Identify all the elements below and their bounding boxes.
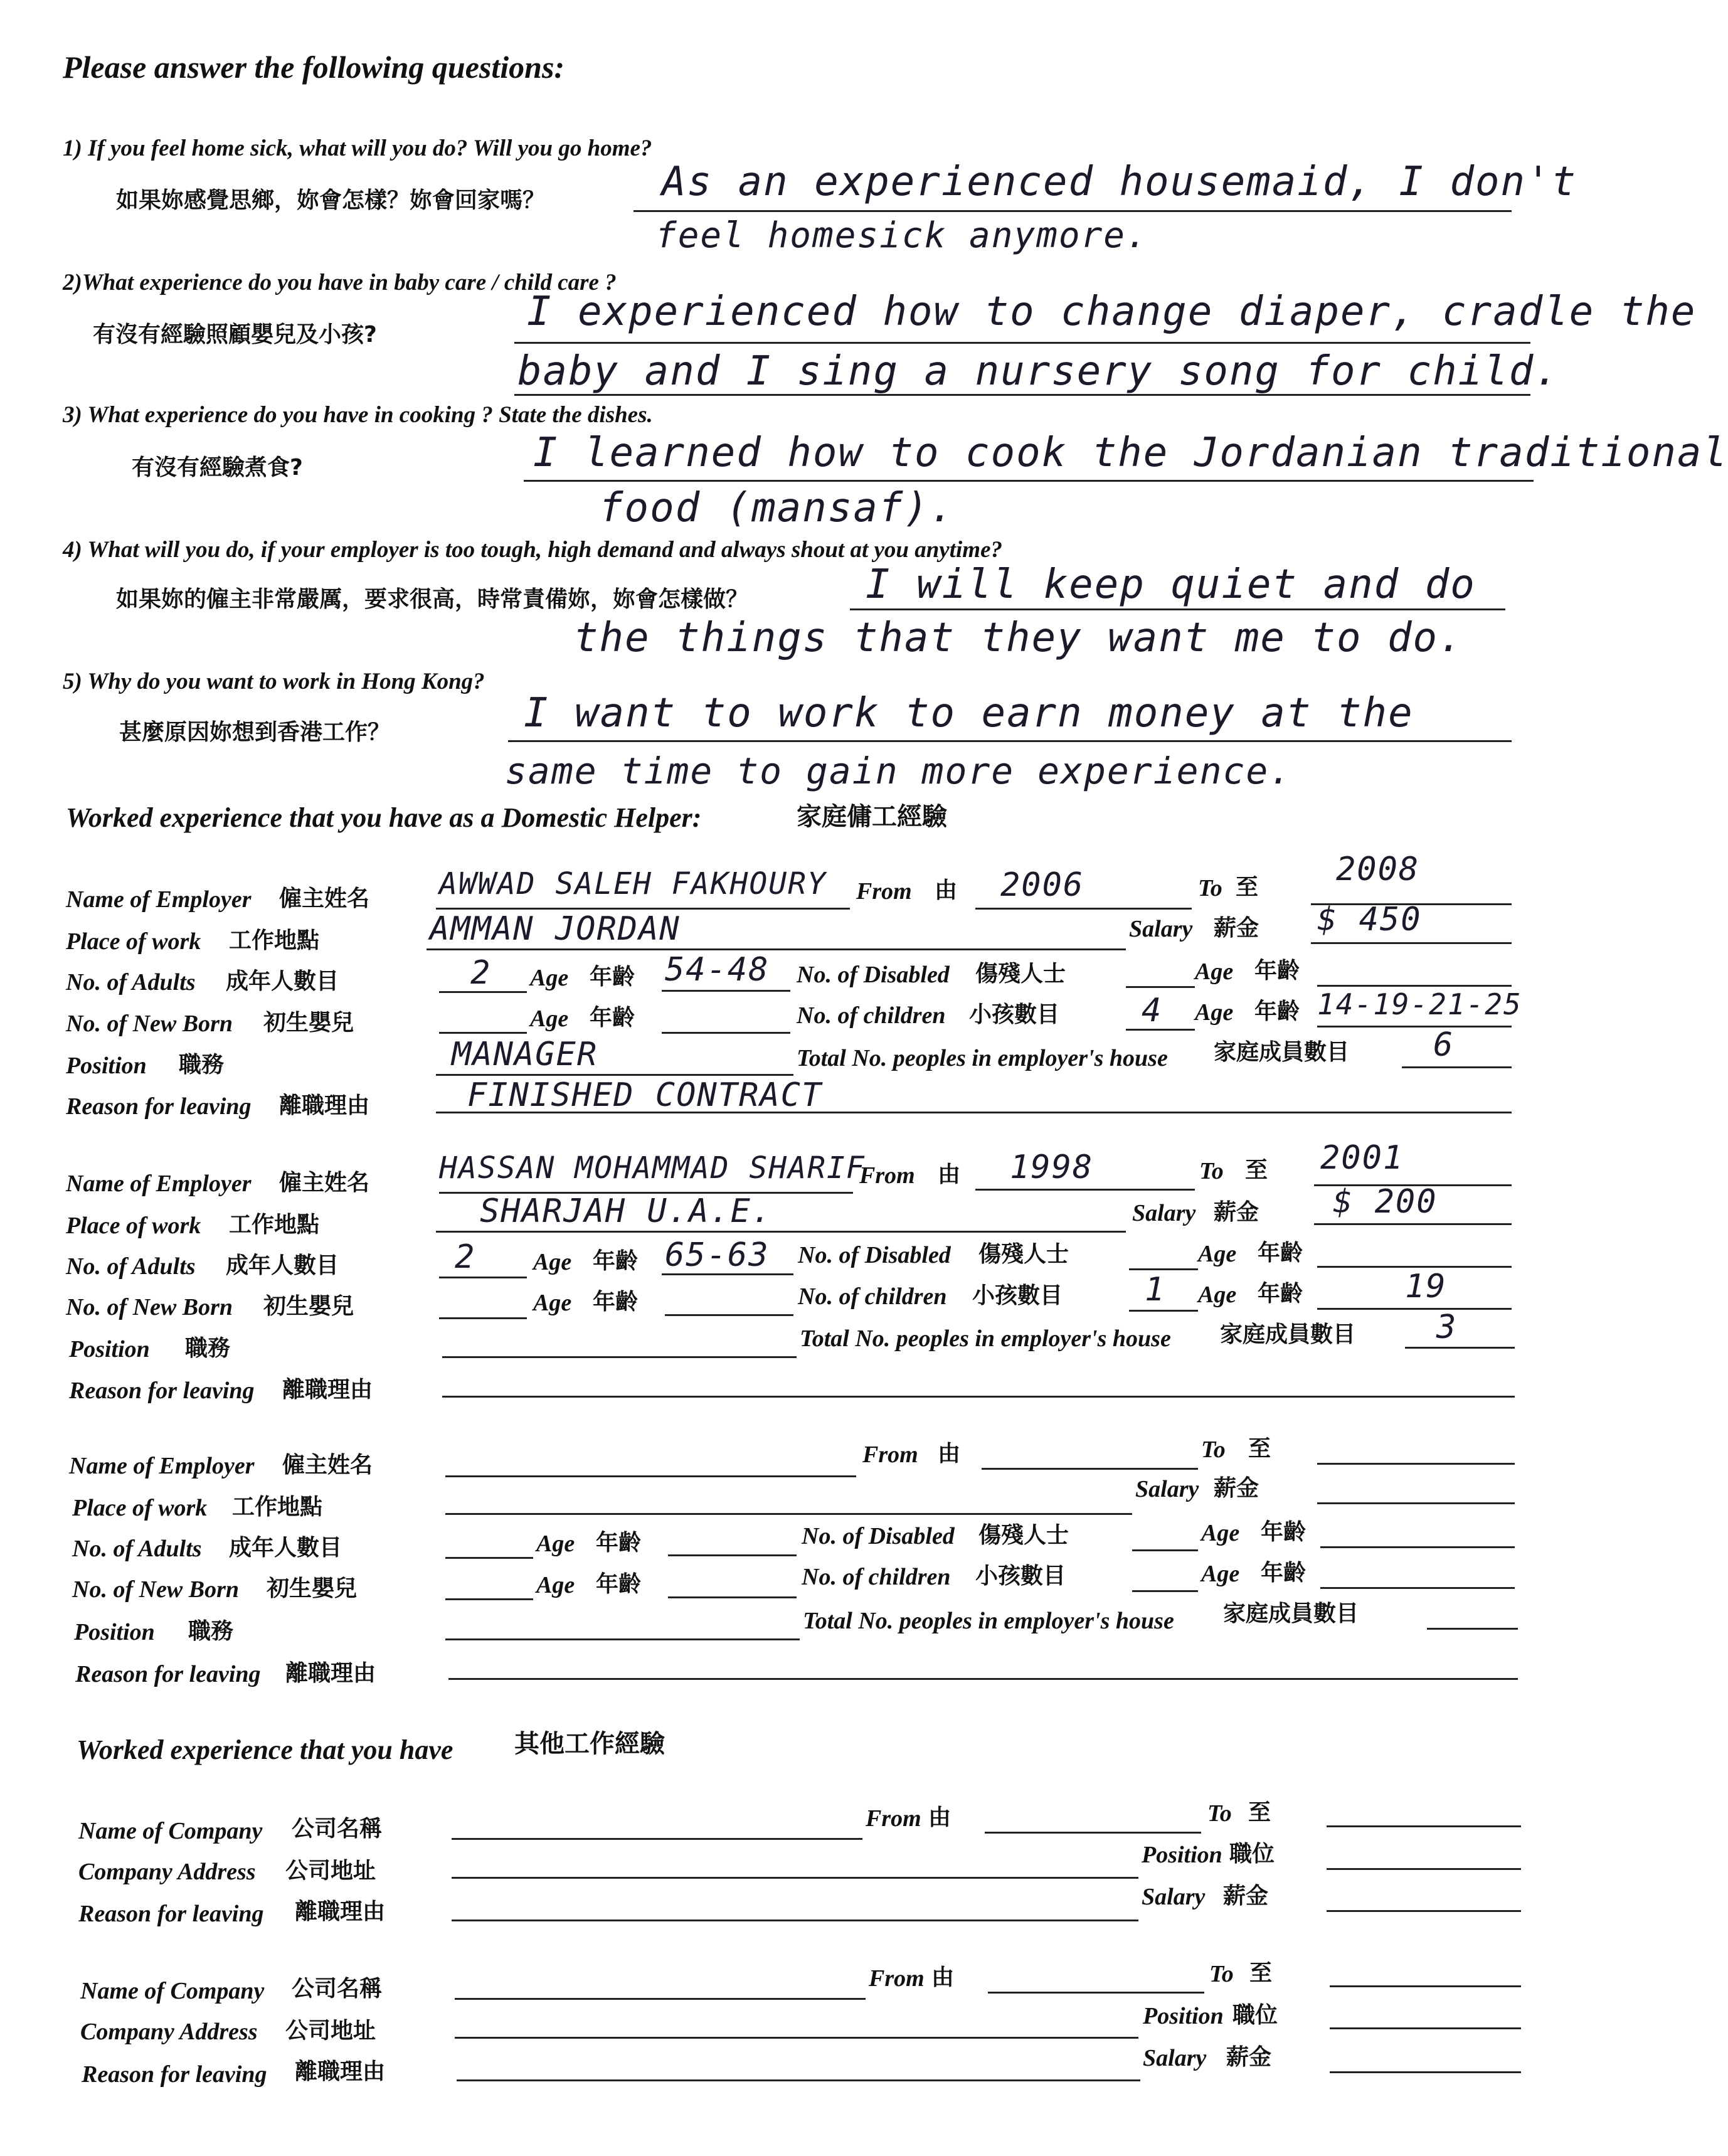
adults-age-label-zh: 年齡: [593, 1248, 639, 1274]
salary-label-zh: 薪金: [1214, 1475, 1259, 1501]
salary-line[interactable]: [1317, 1502, 1515, 1504]
disabled-label: No. of Disabled: [797, 962, 950, 988]
adults-age-value[interactable]: 54-48: [665, 951, 770, 989]
company-address-line[interactable]: [452, 1877, 1138, 1879]
salary-label: Salary: [1132, 1200, 1196, 1226]
employer-name-label-zh: 僱主姓名: [279, 1170, 370, 1196]
from-label: From: [862, 1442, 918, 1468]
from-line[interactable]: [988, 1992, 1204, 1994]
reason-label: Reason for leaving: [78, 1901, 264, 1927]
newborn-label-zh: 初生嬰兒: [267, 1576, 358, 1601]
total-label: Total No. peoples in employer's house: [800, 1325, 1171, 1352]
total-value[interactable]: 3: [1436, 1309, 1458, 1346]
company-name-label-zh: 公司名稱: [292, 1816, 383, 1842]
question-1-zh: 如果妳感覺思鄉，妳會怎樣？妳會回家嗎？: [116, 188, 546, 213]
children-age-value[interactable]: 19: [1405, 1268, 1447, 1305]
position-label: Position: [69, 1336, 150, 1362]
from-label-zh: 由: [938, 1162, 961, 1187]
reason-line[interactable]: [457, 2079, 1140, 2081]
children-age-value[interactable]: 14-19-21-25: [1317, 987, 1522, 1021]
company-name-label: Name of Company: [78, 1818, 263, 1844]
position-label: Position: [66, 1053, 147, 1079]
place-line: [436, 1231, 1126, 1233]
question-4-answer-2[interactable]: the things that they want me to do.: [574, 615, 1464, 661]
newborn-line[interactable]: [445, 1598, 533, 1600]
adults-age-label-zh: 年齡: [596, 1530, 642, 1556]
disabled-label: No. of Disabled: [798, 1242, 951, 1268]
newborn-label-zh: 初生嬰兒: [263, 1293, 354, 1319]
question-1-answer-line-1: [633, 210, 1512, 212]
question-2-answer-2[interactable]: baby and I sing a nursery song for child.: [517, 348, 1560, 395]
adults-age-label: Age: [533, 1249, 572, 1275]
children-label-zh: 小孩數目: [969, 1002, 1060, 1028]
newborn-age-label: Age: [530, 1006, 569, 1032]
total-label: Total No. peoples in employer's house: [797, 1045, 1168, 1071]
from-line: [975, 908, 1192, 910]
children-age-line: [1317, 1026, 1512, 1028]
to-label-zh: 至: [1248, 1800, 1271, 1825]
from-label: From: [856, 878, 912, 905]
salary-label: Salary: [1143, 2045, 1207, 2071]
adults-age-label: Age: [536, 1531, 575, 1557]
place-value[interactable]: AMMAN JORDAN: [430, 910, 681, 948]
place-label: Place of work: [72, 1495, 208, 1521]
newborn-line: [439, 1032, 527, 1034]
position-line[interactable]: [1327, 1868, 1521, 1870]
adults-label: No. of Adults: [72, 1536, 202, 1562]
to-label: To: [1199, 1158, 1224, 1184]
disabled-age-label-zh: 年齡: [1254, 958, 1300, 984]
to-value[interactable]: 2008: [1336, 851, 1420, 888]
disabled-age-label: Age: [1201, 1520, 1240, 1546]
adults-value[interactable]: 2: [455, 1238, 476, 1276]
employer-name-label: Name of Employer: [66, 886, 252, 913]
employer-name-value[interactable]: HASSAN MOHAMMAD SHARIF: [439, 1150, 866, 1186]
children-line[interactable]: [1132, 1590, 1198, 1592]
reason-line[interactable]: [452, 1920, 1138, 1921]
question-5-zh: 甚麼原因妳想到香港工作？: [119, 720, 391, 745]
question-2-zh: 有沒有經驗照顧嬰兒及小孩?: [93, 322, 377, 348]
newborn-label: No. of New Born: [72, 1576, 240, 1603]
place-label: Place of work: [66, 928, 201, 955]
employer-name-value[interactable]: AWWAD SALEH FAKHOURY: [439, 866, 827, 901]
total-label-zh: 家庭成員數目: [1214, 1039, 1350, 1065]
position-label-zh: 職務: [188, 1618, 234, 1644]
disabled-age-label-zh: 年齡: [1261, 1519, 1307, 1545]
question-2-en: 2)What experience do you have in baby care / child care ?: [63, 270, 617, 295]
question-1-en: 1) If you feel home sick, what will you do? Will you go home?: [63, 135, 652, 161]
place-label: Place of work: [66, 1213, 201, 1239]
disabled-age-label: Age: [1198, 1241, 1237, 1267]
newborn-age-line[interactable]: [668, 1596, 797, 1598]
question-4-answer-line-1: [850, 608, 1505, 610]
newborn-age-label-zh: 年齡: [596, 1571, 642, 1597]
adults-label-zh: 成年人數目: [229, 1535, 342, 1561]
from-label-zh: 由: [931, 1965, 955, 1990]
page-heading: Please answer the following questions:: [63, 50, 565, 85]
question-3-zh: 有沒有經驗煮食?: [132, 455, 303, 481]
to-label: To: [1207, 1800, 1232, 1827]
disabled-line[interactable]: [1132, 1549, 1198, 1551]
adults-age-label-zh: 年齡: [590, 964, 635, 990]
company-name-label-zh: 公司名稱: [292, 1976, 383, 2002]
position-label: Position: [1142, 1842, 1222, 1868]
disabled-line: [1129, 1268, 1198, 1270]
other-section-title-zh: 其他工作經驗: [514, 1729, 665, 1758]
children-label: No. of children: [797, 1002, 946, 1029]
salary-label-zh: 薪金: [1226, 2044, 1272, 2070]
to-label: To: [1198, 875, 1222, 901]
to-label-zh: 至: [1248, 1436, 1271, 1462]
disabled-line: [1126, 986, 1195, 988]
salary-label: Salary: [1135, 1476, 1199, 1502]
children-age-label-zh: 年齡: [1254, 999, 1300, 1024]
question-4-answer-1[interactable]: I will keep quiet and do: [866, 561, 1476, 608]
from-value[interactable]: 2006: [1000, 866, 1084, 904]
question-3-en: 3) What experience do you have in cooking ? State the dishes.: [63, 402, 653, 428]
company-name-line[interactable]: [455, 1998, 866, 2000]
employer-name-line: [436, 908, 850, 910]
company-name-line[interactable]: [452, 1838, 862, 1840]
to-label-zh: 至: [1236, 874, 1259, 900]
children-age-line: [1317, 1308, 1512, 1310]
total-label: Total No. peoples in employer's house: [803, 1608, 1174, 1634]
question-5-answer-1[interactable]: I want to work to earn money at the: [524, 690, 1414, 736]
total-line: [1402, 1066, 1512, 1068]
place-value[interactable]: SHARJAH U.A.E.: [480, 1192, 773, 1230]
children-value[interactable]: 4: [1142, 992, 1163, 1029]
question-1-answer-1[interactable]: As an experienced housemaid, I don't: [662, 159, 1577, 205]
position-line: [436, 1074, 793, 1076]
disabled-age-label: Age: [1195, 959, 1234, 985]
adults-line[interactable]: [445, 1557, 533, 1559]
adults-line: [439, 1277, 527, 1278]
to-line[interactable]: [1317, 1463, 1515, 1465]
reason-label-zh: 離職理由: [285, 1660, 376, 1686]
question-5-en: 5) Why do you want to work in Hong Kong?: [63, 669, 485, 694]
company-address-label-zh: 公司地址: [285, 1858, 376, 1884]
newborn-age-label: Age: [536, 1572, 575, 1598]
reason-label: Reason for leaving: [66, 1093, 252, 1120]
reason-label-zh: 離職理由: [295, 2059, 386, 2084]
reason-label-zh: 離職理由: [279, 1093, 370, 1118]
from-line[interactable]: [985, 1832, 1201, 1834]
place-line[interactable]: [445, 1513, 1132, 1515]
adults-label-zh: 成年人數目: [226, 1253, 339, 1278]
position-line: [442, 1356, 797, 1358]
salary-line[interactable]: [1327, 1910, 1521, 1912]
question-4-en: 4) What will you do, if your employer is too tough, high demand and always shout at you anytime?: [63, 537, 1002, 563]
company-address-label: Company Address: [78, 1859, 256, 1885]
question-4-zh: 如果妳的僱主非常嚴厲，要求很高，時常責備妳，妳會怎樣做？: [116, 587, 749, 612]
children-age-label: Age: [1195, 999, 1234, 1026]
salary-line: [1311, 942, 1512, 944]
question-1-answer-2[interactable]: feel homesick anymore.: [655, 215, 1148, 256]
company-address-label-zh: 公司地址: [285, 2018, 376, 2044]
total-line[interactable]: [1427, 1628, 1518, 1630]
newborn-label: No. of New Born: [66, 1011, 233, 1037]
adults-age-label: Age: [530, 965, 569, 991]
position-label: Position: [1143, 2003, 1224, 2029]
to-label: To: [1209, 1961, 1234, 1987]
salary-line: [1314, 1223, 1512, 1225]
total-label-zh: 家庭成員數目: [1223, 1601, 1359, 1627]
position-label-zh: 職位: [1232, 2002, 1278, 2028]
reason-value[interactable]: FINISHED CONTRACT: [467, 1076, 823, 1114]
reason-line[interactable]: [448, 1678, 1518, 1680]
position-label-zh: 職位: [1229, 1841, 1275, 1867]
reason-label: Reason for leaving: [69, 1378, 255, 1404]
children-label-zh: 小孩數目: [972, 1283, 1063, 1309]
salary-value[interactable]: $ 200: [1333, 1183, 1438, 1221]
position-value[interactable]: MANAGER: [452, 1036, 598, 1073]
to-line[interactable]: [1330, 1985, 1521, 1987]
employer-name-label-zh: 僱主姓名: [279, 886, 370, 911]
children-age-label-zh: 年齡: [1261, 1560, 1307, 1586]
disabled-age-label-zh: 年齡: [1258, 1240, 1303, 1266]
total-value[interactable]: 6: [1433, 1026, 1455, 1064]
employer-name-label: Name of Employer: [69, 1453, 255, 1479]
children-age-label-zh: 年齡: [1258, 1281, 1303, 1307]
salary-label-zh: 薪金: [1223, 1883, 1269, 1909]
adults-label-zh: 成年人數目: [226, 969, 339, 994]
children-label: No. of children: [802, 1564, 951, 1590]
salary-label-zh: 薪金: [1214, 1199, 1259, 1225]
reason-label: Reason for leaving: [82, 2061, 267, 2088]
children-age-line[interactable]: [1320, 1587, 1515, 1589]
from-value[interactable]: 1998: [1010, 1149, 1094, 1186]
to-label: To: [1201, 1436, 1226, 1463]
dh-section-title: Worked experience that you have as a Domestic Helper:: [66, 802, 702, 833]
newborn-age-label-zh: 年齡: [593, 1289, 639, 1315]
from-label: From: [859, 1162, 915, 1189]
children-line: [1129, 1310, 1198, 1312]
to-label-zh: 至: [1249, 1960, 1273, 1986]
question-3-answer-line-1: [524, 480, 1534, 482]
adults-age-line[interactable]: [668, 1554, 797, 1556]
reason-label-zh: 離職理由: [295, 1899, 386, 1925]
question-2-answer-line-1: [514, 342, 1530, 344]
place-line: [427, 948, 1126, 950]
disabled-label-zh: 傷殘人士: [978, 1241, 1069, 1267]
from-label-zh: 由: [938, 1441, 961, 1467]
adults-value[interactable]: 2: [470, 954, 492, 992]
adults-label: No. of Adults: [66, 1253, 196, 1280]
company-name-label: Name of Company: [80, 1978, 265, 2004]
salary-value[interactable]: $ 450: [1317, 901, 1422, 938]
total-label-zh: 家庭成員數目: [1220, 1322, 1356, 1347]
question-2-answer-1[interactable]: I experienced how to change diaper, cradle the: [527, 289, 1697, 335]
adults-label: No. of Adults: [66, 969, 196, 996]
disabled-age-line: [1317, 985, 1512, 987]
question-5-answer-line-1: [508, 740, 1512, 742]
position-label: Position: [74, 1619, 155, 1645]
employer-name-label: Name of Employer: [66, 1171, 252, 1197]
children-label-zh: 小孩數目: [975, 1563, 1066, 1589]
newborn-age-label-zh: 年齡: [590, 1005, 635, 1031]
to-line[interactable]: [1327, 1825, 1521, 1827]
position-label-zh: 職務: [179, 1052, 225, 1078]
disabled-label-zh: 傷殘人士: [978, 1522, 1069, 1548]
reason-label-zh: 離職理由: [282, 1377, 373, 1403]
children-value[interactable]: 1: [1145, 1271, 1166, 1309]
disabled-age-line[interactable]: [1320, 1546, 1515, 1548]
from-label: From: [869, 1965, 925, 1992]
salary-label-zh: 薪金: [1214, 915, 1259, 941]
children-age-label: Age: [1198, 1282, 1237, 1308]
position-label-zh: 職務: [185, 1336, 231, 1361]
newborn-line: [439, 1317, 527, 1319]
adults-age-value[interactable]: 65-63: [665, 1236, 770, 1274]
newborn-age-line: [665, 1314, 793, 1316]
total-line: [1405, 1347, 1515, 1349]
place-label-zh: 工作地點: [229, 1212, 320, 1238]
company-address-label: Company Address: [80, 2019, 258, 2045]
question-5-answer-2[interactable]: same time to gain more experience.: [505, 750, 1293, 792]
position-line[interactable]: [445, 1638, 800, 1640]
children-age-label: Age: [1201, 1561, 1240, 1587]
employer-name-line[interactable]: [445, 1475, 856, 1477]
newborn-age-label: Age: [533, 1290, 572, 1316]
place-label-zh: 工作地點: [232, 1494, 323, 1520]
place-label-zh: 工作地點: [229, 928, 320, 953]
to-label-zh: 至: [1245, 1157, 1268, 1183]
to-value[interactable]: 2001: [1320, 1139, 1404, 1177]
reason-line: [442, 1396, 1515, 1398]
dh-section-title-zh: 家庭傭工經驗: [797, 802, 947, 831]
question-3-answer-1[interactable]: I learned how to cook the Jordanian traditional: [533, 430, 1728, 476]
newborn-label-zh: 初生嬰兒: [263, 1010, 354, 1036]
position-line[interactable]: [1330, 2027, 1521, 2029]
employer-name-label-zh: 僱主姓名: [282, 1452, 373, 1478]
salary-label: Salary: [1129, 916, 1193, 942]
newborn-age-line: [662, 1032, 790, 1034]
question-3-answer-2[interactable]: food (mansaf).: [599, 485, 955, 531]
from-label-zh: 由: [935, 878, 958, 903]
from-label-zh: 由: [928, 1805, 951, 1830]
from-line[interactable]: [982, 1468, 1198, 1470]
salary-label: Salary: [1142, 1884, 1206, 1910]
salary-line[interactable]: [1330, 2071, 1521, 2073]
newborn-label: No. of New Born: [66, 1294, 233, 1320]
disabled-label-zh: 傷殘人士: [975, 961, 1066, 987]
other-section-title: Worked experience that you have: [77, 1734, 453, 1765]
reason-label: Reason for leaving: [75, 1661, 261, 1687]
disabled-label: No. of Disabled: [802, 1523, 955, 1549]
from-label: From: [866, 1805, 921, 1832]
company-address-line[interactable]: [455, 2037, 1138, 2039]
from-line: [975, 1189, 1195, 1191]
adults-age-line: [662, 990, 790, 992]
children-label: No. of children: [798, 1283, 947, 1310]
